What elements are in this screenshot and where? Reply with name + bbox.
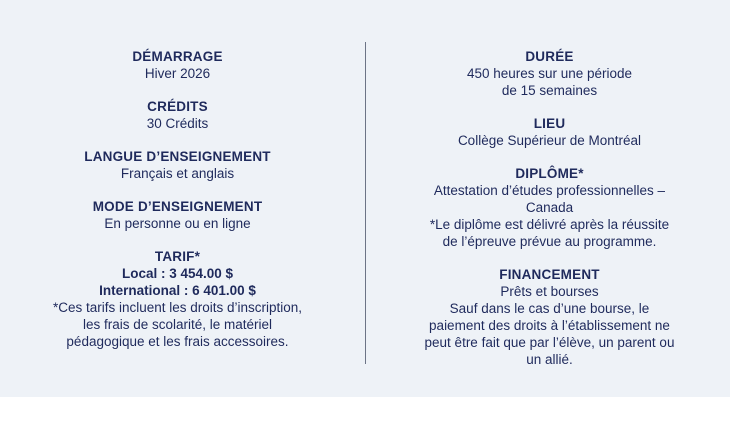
financing-line: un allié. [526,352,573,367]
language-value: Français et anglais [120,166,235,181]
location-section [377,115,722,149]
duration-line: de 15 semaines [501,83,598,98]
start-section [5,48,350,82]
diploma-line: Canada [525,200,574,215]
language-heading: LANGUE D’ENSEIGNEMENT [84,149,271,164]
diploma-line: Attestation d’études professionnelles – [433,183,666,198]
location-heading: LIEU [533,116,566,131]
mode-value: En personne ou en ligne [104,216,251,231]
language-section [5,148,350,182]
credits-section [5,98,350,132]
tarif-note-line: pédagogique et les frais accessoires. [66,334,289,349]
column-divider [365,42,366,364]
mode-heading: MODE D’ENSEIGNEMENT [92,199,263,214]
duration-heading: DURÉE [525,49,574,64]
tarif-local: Local : 3 454.00 $ [121,266,234,281]
start-heading: DÉMARRAGE [132,49,223,64]
program-info-left-column [5,48,350,366]
financing-section [377,266,722,368]
diploma-heading: DIPLÔME* [515,166,584,181]
duration-section [377,48,722,99]
financing-line: peut être fait que par l’élève, un parent ou [424,335,675,350]
tarif-heading: TARIF* [154,249,201,264]
diploma-note-line: de l’épreuve prévue au programme. [442,234,657,249]
tarif-section [5,248,350,350]
diploma-note-line: *Le diplôme est délivré après la réussite [429,217,670,232]
diploma-section [377,165,722,250]
tarif-note-line: *Ces tarifs incluent les droits d’inscription, [52,300,303,315]
tarif-note-line: les frais de scolarité, le matériel [82,317,273,332]
start-value: Hiver 2026 [144,66,211,81]
financing-line: Prêts et bourses [500,284,599,299]
duration-line: 450 heures sur une période [466,66,633,81]
financing-heading: FINANCEMENT [499,267,600,282]
tarif-international: International : 6 401.00 $ [99,283,256,298]
credits-heading: CRÉDITS [147,99,208,114]
location-value: Collège Supérieur de Montréal [457,133,642,148]
credits-value: 30 Crédits [146,116,209,131]
financing-line: paiement des droits à l’établissement ne [429,318,670,333]
financing-line: Sauf dans le cas d’une bourse, le [449,301,650,316]
mode-section [5,198,350,232]
program-info-right-column [377,48,722,384]
